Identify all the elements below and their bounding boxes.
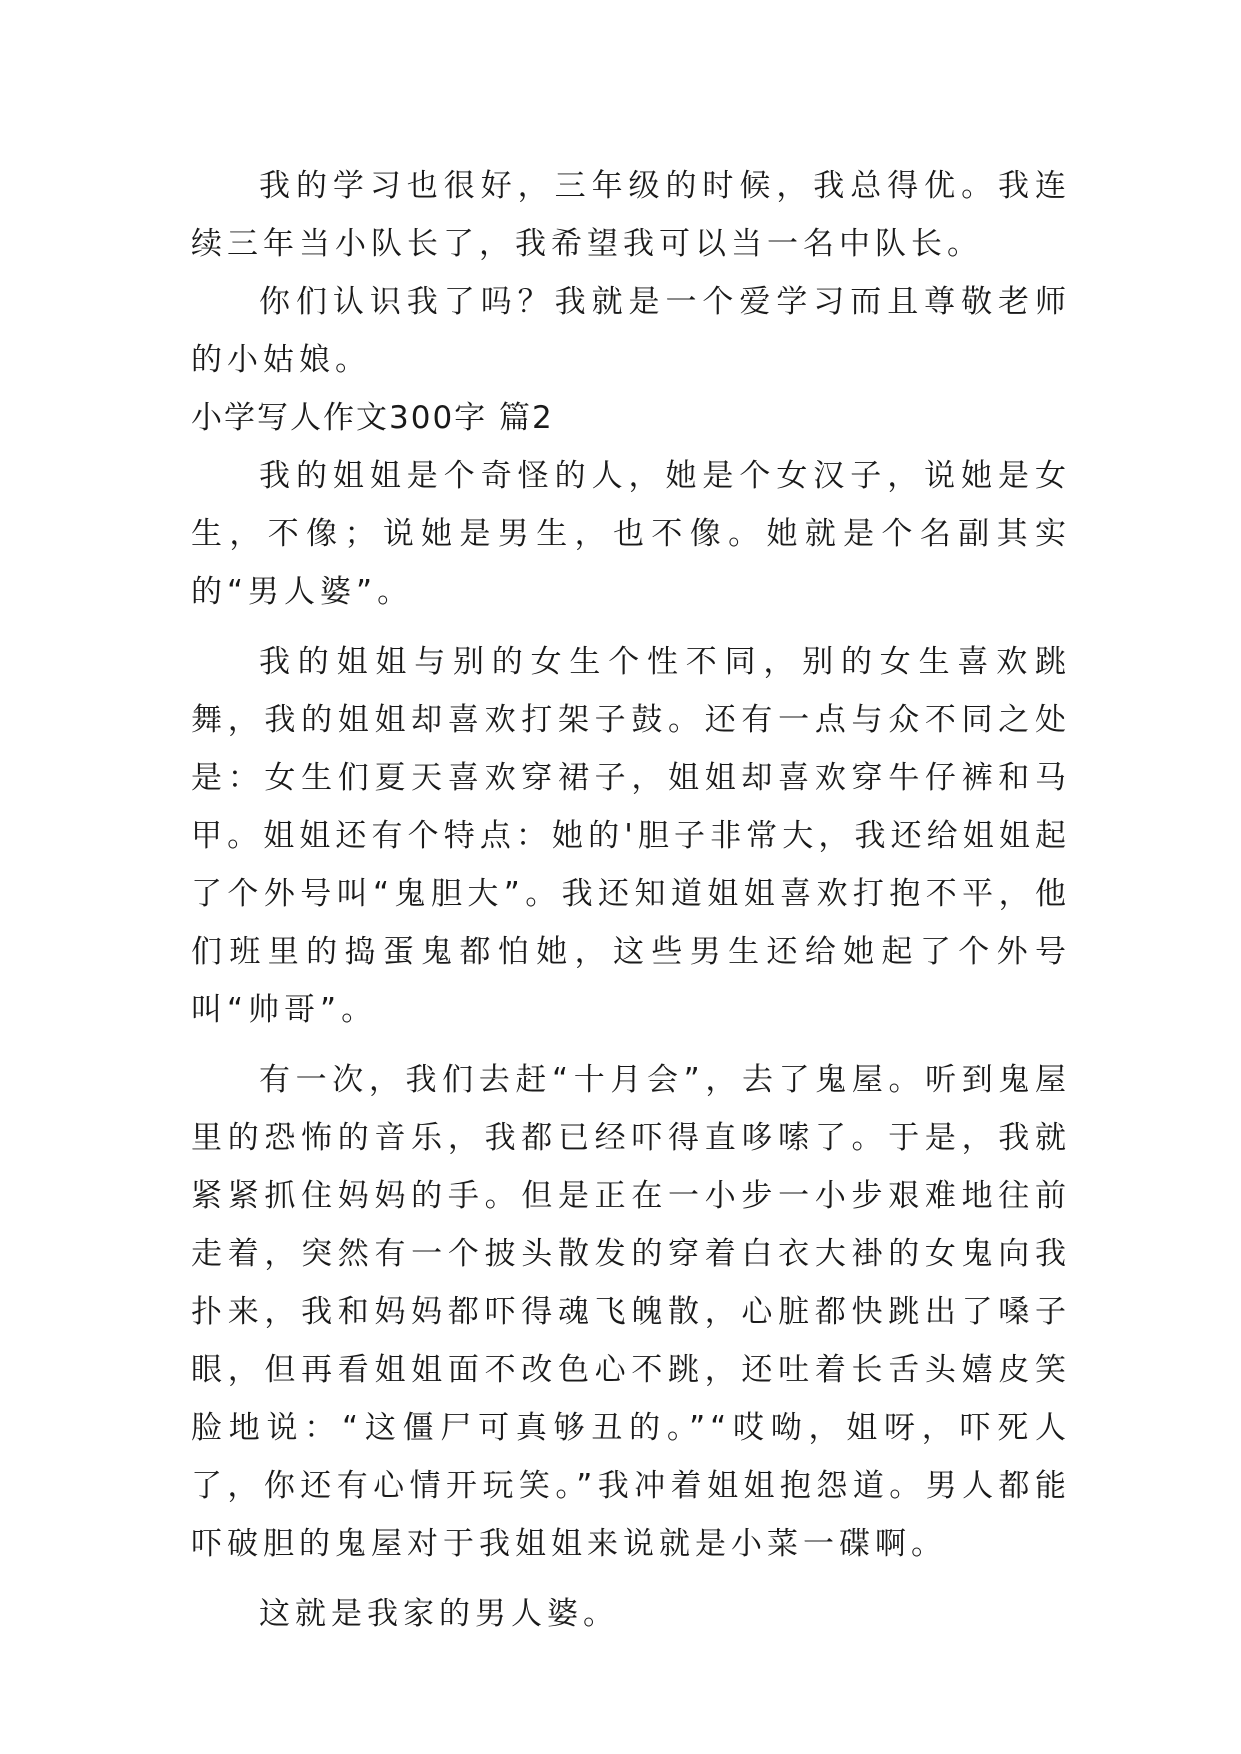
document-body — [191, 157, 1071, 1643]
paragraph: 我的姐姐与别的女生个性不同，别的女生喜欢跳舞，我的姐姐却喜欢打架子鼓。还有一点与众不同之处是：女生们夏天喜欢穿裙子，姐姐却喜欢穿牛仔裤和马甲。姐姐还有个特点：她的'胆子非常大，我还给姐姐起了个外号叫“鬼胆大”。我还知道姐姐喜欢打抱不平，他们班里的捣蛋鬼都怕她，这些男生还给她起了个外号叫“帅哥”。 — [191, 644, 1071, 1028]
paragraph: 我的学习也很好，三年级的时候，我总得优。我连续三年当小队长了，我希望我可以当一名中队长。 — [191, 168, 1071, 262]
section-heading: 小学写人作文300字 篇2 — [191, 400, 554, 436]
paragraph: 你们认识我了吗？我就是一个爱学习而且尊敬老师的小姑娘。 — [191, 284, 1071, 378]
paragraph: 我的姐姐是个奇怪的人，她是个女汉子，说她是女生，不像；说她是男生，也不像。她就是个名副其实的“男人婆”。 — [191, 458, 1071, 610]
paragraph: 这就是我家的男人婆。 — [259, 1596, 619, 1632]
paragraph: 有一次，我们去赶“十月会”，去了鬼屋。听到鬼屋里的恐怖的音乐，我都已经吓得直哆嗦了。于是，我就紧紧抓住妈妈的手。但是正在一小步一小步艰难地往前走着，突然有一个披头散发的穿着白衣大褂的女鬼向我扑来，我和妈妈都吓得魂飞魄散，心脏都快跳出了嗓子眼，但再看姐姐面不改色心不跳，还吐着长舌头嬉皮笑脸地说：“这僵尸可真够丑的。”“哎呦，姐呀，吓死人了，你还有心情开玩笑。”我冲着姐姐抱怨道。男人都能吓破胆的鬼屋对于我姐姐来说就是小菜一碟啊。 — [191, 1062, 1071, 1562]
